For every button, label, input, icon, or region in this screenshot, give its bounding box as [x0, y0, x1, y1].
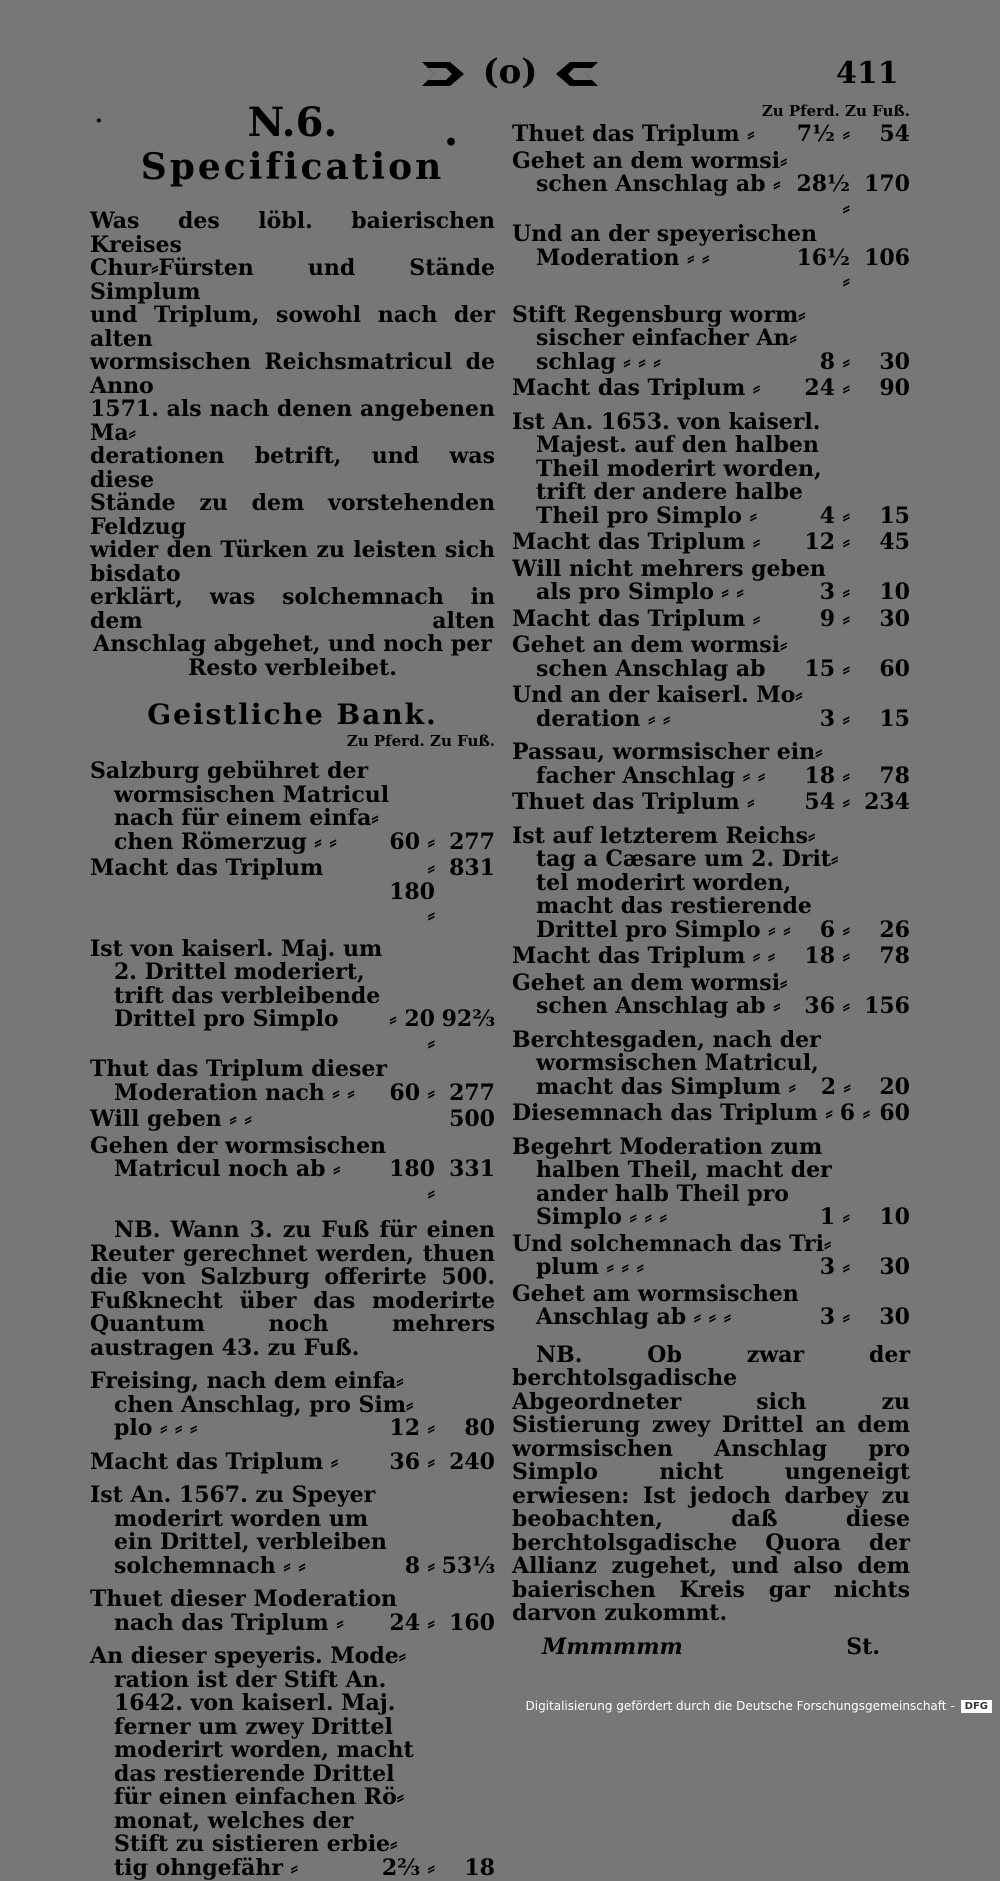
horse-value: 24 ⸗ [804, 375, 850, 401]
entry-text: Ist von kaiserl. Maj. um [90, 935, 383, 962]
foot-value: 90 [879, 375, 910, 401]
horse-value: 36 ⸗ [389, 1448, 435, 1475]
foot-value: 53⅓ [441, 1552, 495, 1579]
entry-text: wormsischen Matricul, [536, 1050, 819, 1076]
entry-line [90, 1552, 495, 1579]
horse-value: ⸗ 180 ⸗ [389, 855, 435, 928]
entry-text: Thuet das Triplum ⸗ [512, 789, 755, 815]
entry-text: als pro Simplo ⸗ ⸗ [536, 579, 744, 605]
entry-line [90, 961, 495, 985]
intro-line: Chur⸗Fürsten und Stände Simplum [90, 255, 495, 305]
entry-line [90, 1666, 495, 1693]
foot-value: 10 [879, 1204, 910, 1230]
entry-text: Matricul noch ab ⸗ [114, 1156, 341, 1182]
entry [512, 123, 910, 147]
entry [512, 408, 910, 529]
intro-line: 1571. als nach denen angebenen Ma⸗ [90, 396, 495, 446]
entry-line [512, 1102, 910, 1126]
entry [512, 301, 910, 375]
entry-text: monat, welches der [114, 1807, 354, 1834]
entry-text: plum ⸗ ⸗ ⸗ [536, 1254, 644, 1280]
foot-value: 30 [879, 1254, 910, 1280]
entry-line [512, 434, 910, 458]
right-column [512, 102, 910, 1659]
entry-text: Macht das Triplum ⸗ [512, 605, 761, 632]
entry-line [90, 1505, 495, 1532]
page-number: 411 [836, 56, 899, 91]
entry-text: ander halb Theil pro [536, 1180, 789, 1207]
entry-line [90, 1008, 495, 1055]
entry-line [90, 1692, 495, 1716]
section-heading: Geistliche Bank. [147, 698, 438, 731]
entry-line [512, 555, 910, 582]
entry-text: trift das verbleibende [114, 982, 381, 1009]
entry-line [90, 828, 495, 855]
horse-value: 24 ⸗ [389, 1609, 435, 1636]
horse-value: 3 ⸗ [819, 579, 850, 605]
entry-text: Stift Regensburg worm⸗ [512, 301, 806, 328]
foot-value: 45 [879, 529, 910, 555]
entry-text: nach das Triplum ⸗ [114, 1609, 344, 1636]
margin-mark: • [444, 130, 459, 156]
entry-text: Will geben ⸗ ⸗ [90, 1106, 252, 1132]
entry-text: deration ⸗ ⸗ [536, 705, 671, 732]
entry-line [512, 848, 910, 872]
margin-dot: · [95, 108, 103, 134]
entry [90, 1448, 495, 1475]
horse-value: 3 ⸗ [819, 1254, 850, 1280]
entry-line [90, 1786, 495, 1810]
entry [512, 1133, 910, 1230]
horse-value: 8 ⸗ [404, 1552, 435, 1579]
left-entries [90, 760, 495, 1205]
entry-line [512, 1026, 910, 1053]
foot-value: 80 [464, 1415, 495, 1441]
foot-value: 15 [879, 502, 910, 529]
foot-value: 106 [864, 244, 910, 271]
entry-text: ein Drittel, verbleiben [114, 1529, 387, 1555]
entry-line [512, 741, 910, 765]
entry-line [90, 1417, 495, 1441]
entry-text: tig ohngefähr ⸗ [114, 1854, 298, 1881]
entry-text: Thuet das Triplum ⸗ [512, 121, 755, 147]
entry-text: Ist An. 1653. von kaiserl. [512, 408, 821, 435]
entry-text: macht das Simplum ⸗ [536, 1073, 796, 1100]
entry-text: schen Anschlag ab ⸗ [536, 993, 781, 1019]
horse-value: 7½ ⸗ [796, 121, 850, 147]
foot-value: 500 [449, 1106, 495, 1132]
entry-line [90, 1588, 495, 1612]
entry-text: Begehrt Moderation zum [512, 1133, 823, 1160]
entry [90, 935, 495, 1056]
entry-text: Thuet dieser Moderation [90, 1586, 397, 1612]
entry-text: Anschlag ab ⸗ ⸗ ⸗ [536, 1304, 732, 1330]
foot-value: 30 [879, 348, 910, 375]
entry-line [512, 916, 910, 943]
entry-line [512, 377, 910, 401]
entry-line [512, 244, 910, 294]
entry-text: 2. Drittel moderiert, [114, 959, 365, 985]
entry-line [512, 301, 910, 328]
foot-value: 60 [879, 655, 910, 682]
entry [512, 1230, 910, 1280]
entry-text: Diesemnach das Triplum ⸗ [512, 1100, 833, 1126]
foot-value: 60 [879, 1100, 910, 1126]
entry [90, 857, 495, 928]
entry-line [512, 969, 910, 996]
foot-value: 234 [864, 789, 910, 815]
entry-line [90, 1448, 495, 1475]
entry-line [90, 1391, 495, 1418]
entry [512, 531, 910, 555]
entry-text: plo ⸗ ⸗ ⸗ [114, 1415, 198, 1441]
entry-text: sischer einfacher An⸗ [536, 325, 797, 351]
entry-line [512, 655, 910, 682]
entry-text: chen Anschlag, pro Sim⸗ [114, 1391, 414, 1418]
entry-text: tag a Cæsare um 2. Drit⸗ [536, 846, 839, 872]
entry [90, 760, 495, 854]
entry-line [512, 1230, 910, 1257]
entry-text: Macht das Triplum ⸗ ⸗ [512, 943, 776, 969]
entry-text: tel moderirt worden, [536, 869, 792, 896]
left-column [90, 100, 495, 1880]
entry [512, 605, 910, 632]
entry-text: Moderation ⸗ ⸗ [536, 244, 710, 271]
horse-value: 18 ⸗ [804, 943, 850, 969]
entry-text: Macht das Triplum ⸗ [512, 529, 761, 555]
entry-text: ferner um zwey Drittel [114, 1713, 393, 1740]
entry-text: Ist An. 1567. zu Speyer [90, 1482, 376, 1508]
entry-text: Will nicht mehrers geben [512, 555, 826, 582]
entry [90, 1645, 495, 1880]
foot-value: 18 [464, 1854, 495, 1881]
horse-value: 4 ⸗ [819, 502, 850, 529]
entry-line [512, 1280, 910, 1307]
horse-value: 3 ⸗ [819, 1304, 850, 1330]
horse-value: 6 ⸗ [839, 1100, 871, 1126]
entry-text: Gehen der wormsischen [90, 1132, 387, 1159]
horse-value: 28½ ⸗ [796, 171, 850, 221]
foot-value: 156 [864, 993, 910, 1019]
entry-line [512, 945, 910, 969]
foot-value: 331 [449, 1156, 495, 1182]
foot-value: 78 [879, 943, 910, 969]
entry-line [90, 935, 495, 962]
entry-line [512, 895, 910, 919]
entry [512, 1280, 910, 1330]
foot-value: 78 [879, 762, 910, 789]
entry-line [512, 684, 910, 708]
horse-value: 8 ⸗ [819, 348, 850, 375]
horse-value: 12 ⸗ [389, 1415, 435, 1441]
entry-line [90, 857, 495, 928]
entry-line [90, 1531, 495, 1555]
entry-line [90, 1108, 495, 1132]
entry-text: das restierende Drittel [114, 1760, 395, 1787]
entry-line [512, 408, 910, 435]
entry-text: Und solchemnach das Tri⸗ [512, 1230, 832, 1257]
entry-text: schen Anschlag ab [536, 655, 766, 682]
foot-value: 30 [879, 1304, 910, 1330]
entry-line [512, 1052, 910, 1076]
entry [90, 1484, 495, 1578]
entry-line [512, 1306, 910, 1330]
entry-line [512, 173, 910, 220]
horse-value: 60 ⸗ [389, 1079, 435, 1106]
foot-value: 240 [449, 1448, 495, 1475]
entry-text: solchemnach ⸗ ⸗ [114, 1552, 306, 1579]
entry-line [512, 634, 910, 658]
entry-text: 1642. von kaiserl. Maj. [114, 1690, 396, 1716]
entry-line [512, 1133, 910, 1160]
entry-line [90, 1713, 495, 1740]
entry [512, 791, 910, 815]
entry-text: Theil moderirt worden, [536, 455, 822, 482]
horse-value: 180 ⸗ [389, 1156, 435, 1206]
horse-value: 1 ⸗ [819, 1204, 850, 1230]
entry-text: halben Theil, macht der [536, 1157, 832, 1183]
entry-text: Moderation nach ⸗ ⸗ [114, 1079, 355, 1106]
horse-value: 6 ⸗ [819, 916, 850, 943]
entry-line [512, 223, 910, 247]
entry-line [512, 502, 910, 529]
left-entries-2 [90, 1370, 495, 1880]
entry-line [512, 481, 910, 505]
document-title: Specification [140, 146, 445, 188]
horse-value: 2 ⸗ [820, 1073, 852, 1100]
entry-line [90, 1833, 495, 1857]
footer-text: Digitalisierung gefördert durch die Deutsche Forschungsgemeinschaft - [525, 1699, 955, 1713]
horse-value: 54 ⸗ [804, 789, 850, 815]
intro-line: wider den Türken zu leisten sich bisdato [90, 537, 495, 587]
entry-text: Theil pro Simplo ⸗ [536, 502, 757, 529]
entry-line [512, 605, 910, 632]
entry-line [90, 982, 495, 1009]
entry-line [90, 1760, 495, 1787]
entry-line [512, 1206, 910, 1230]
document-number: N.6. [247, 99, 338, 146]
entry-text: Ist auf letzterem Reichs⸗ [512, 822, 816, 849]
foot-value: 15 [879, 705, 910, 732]
nb-note-left: NB. Wann 3. zu Fuß für einen Reuter gerechnet werden, thuen die von Salzburg offerirte 500. Fußknecht über das moderirte Quantum noch mehrers austragen 43. zu Fuß. [90, 1217, 495, 1361]
intro-line: Resto verbleibet. [188, 654, 397, 681]
horse-value: ⸗ 20 ⸗ [389, 1006, 435, 1056]
entry-text: für einen einfachen Rö⸗ [114, 1784, 405, 1810]
entry-text: Simplo ⸗ ⸗ ⸗ [536, 1204, 667, 1230]
foot-value: 54 [879, 121, 910, 147]
entry [512, 945, 910, 969]
horse-value: 3 ⸗ [819, 705, 850, 732]
entry [90, 1058, 495, 1105]
entry-text: moderirt worden um [114, 1505, 369, 1532]
column-heading: Zu Pferd. Zu Fuß. [346, 732, 495, 750]
intro-line: Stände zu dem vorstehenden Feldzug [90, 490, 495, 540]
entry-line [512, 705, 910, 732]
entry-text: ration ist der Stift An. [114, 1666, 387, 1693]
entry-text: Macht das Triplum ⸗ [90, 1448, 339, 1475]
entry-text: Majest. auf den halben [536, 432, 819, 458]
horse-value: 12 ⸗ [804, 529, 850, 555]
entry [512, 741, 910, 788]
horse-value: 2⅔ ⸗ [381, 1854, 435, 1881]
entry-text: Passau, wormsischer ein⸗ [512, 739, 823, 765]
entry [512, 147, 910, 221]
entry-text: chen Römerzug ⸗ ⸗ [114, 828, 337, 855]
entry-line [90, 1484, 495, 1508]
entry [512, 684, 910, 731]
signature-line [512, 1633, 910, 1660]
intro-line: derationen betrift, und was diese [90, 443, 495, 493]
entry-text: wormsischen Matricul [114, 781, 390, 808]
horse-value: 16½ ⸗ [796, 244, 850, 294]
dfg-logo: DFG [961, 1700, 992, 1713]
entry-line [90, 1158, 495, 1205]
right-entries [512, 123, 910, 1330]
entry-text: schlag ⸗ ⸗ ⸗ [536, 348, 661, 375]
entry [512, 822, 910, 943]
column-heading: Zu Pferd. Zu Fuß. [761, 102, 910, 120]
intro-line: Anschlag abgehet, und noch per [93, 631, 492, 657]
entry-line [512, 1180, 910, 1207]
entry [90, 1132, 495, 1206]
entry-text: nach für einem einfa⸗ [114, 805, 379, 831]
entry-line [90, 1739, 495, 1763]
entry [512, 555, 910, 605]
entry-line [90, 807, 495, 831]
horse-value: 60 ⸗ [389, 828, 435, 855]
entry-line [512, 1256, 910, 1280]
header-ornament [420, 52, 600, 96]
entry-line [90, 1079, 495, 1106]
ornament-right-icon [554, 58, 600, 90]
entry-line [90, 1370, 495, 1394]
intro-line: und Triplum, sowohl nach der alten [90, 302, 495, 352]
entry-line [512, 327, 910, 351]
entry [512, 377, 910, 401]
entry-text: Berchtesgaden, nach der [512, 1026, 821, 1053]
nb-note-right: NB. Ob zwar der berchtolsgadische Abgeordneter sich zu Sistierung zwey Drittel an dem wormsischen Anschlag pro Simplo nicht ungeneigt erwiesen: Ist jedoch darbey zu beobachten, daß diese berchtolsgadische Quora der Allianz zugehet, und also dem baierischen Kreis gar nichts darvon zukommt. [512, 1341, 910, 1626]
entry-text: Gehet an dem wormsi⸗ [512, 147, 788, 174]
entry [90, 1588, 495, 1635]
entry-text: schen Anschlag ab ⸗ [536, 171, 781, 197]
entry [90, 1108, 495, 1132]
entry-line [90, 1132, 495, 1159]
foot-value: 26 [879, 916, 910, 943]
entry-line [90, 1609, 495, 1636]
entry-text: Gehet an dem wormsi⸗ [512, 632, 788, 658]
entry-line [512, 348, 910, 375]
entry-text: Drittel pro Simplo [114, 1006, 339, 1032]
entry [90, 1370, 495, 1441]
foot-value: 277 [449, 828, 495, 855]
entry-text: An dieser speyeris. Mode⸗ [90, 1643, 407, 1669]
horse-value: 9 ⸗ [819, 605, 850, 632]
entry-line [512, 1159, 910, 1183]
entry-line [512, 455, 910, 482]
signature-left: Mmmmmm [542, 1633, 683, 1660]
entry-text: Und an der speyerischen [512, 221, 818, 247]
entry-text: Macht das Triplum [90, 855, 324, 881]
entry [512, 223, 910, 294]
foot-value: 30 [879, 605, 910, 632]
horse-value: 15 ⸗ [804, 655, 850, 682]
foot-value: 831 [449, 855, 495, 881]
entry-text: Stift zu sistieren erbie⸗ [114, 1831, 398, 1857]
foot-value: 170 [864, 171, 910, 197]
entry-line [512, 531, 910, 555]
signature-right: St. [846, 1633, 880, 1660]
foot-value: 92⅔ [441, 1006, 495, 1032]
footer-credit [526, 1699, 993, 1713]
entry-line [90, 781, 495, 808]
entry-text: Macht das Triplum ⸗ [512, 375, 761, 401]
entry-line [512, 995, 910, 1019]
foot-value: 20 [879, 1073, 910, 1100]
entry-line [90, 1645, 495, 1669]
entry-text: Drittel pro Simplo ⸗ ⸗ [536, 916, 791, 943]
intro-paragraph [90, 210, 495, 680]
entry-text: Gehet am wormsischen [512, 1280, 799, 1307]
entry-text: trift der andere halbe [536, 479, 803, 505]
foot-value: 10 [879, 579, 910, 605]
entry-text: macht das restierende [536, 893, 812, 919]
intro-line: erklärt, was solchemnach in dem alten [90, 584, 495, 634]
entry-line [512, 1073, 910, 1100]
entry-text: Gehet an dem wormsi⸗ [512, 969, 788, 996]
entry-text: moderirt worden, macht [114, 1737, 414, 1763]
entry-text: facher Anschlag ⸗ ⸗ [536, 762, 766, 789]
ornament-left-icon [420, 58, 466, 90]
entry-line [512, 581, 910, 605]
entry-line [512, 822, 910, 849]
entry [512, 969, 910, 1019]
entry [512, 1026, 910, 1100]
intro-line: wormsischen Reichsmatricul de Anno [90, 349, 495, 399]
horse-value: 36 ⸗ [804, 993, 850, 1019]
entry-line [512, 123, 910, 147]
entry-line [512, 762, 910, 789]
entry [512, 1102, 910, 1126]
entry [512, 634, 910, 681]
entry-line [512, 869, 910, 896]
entry-line [512, 791, 910, 815]
entry-line [90, 1058, 495, 1082]
horse-value: 18 ⸗ [804, 762, 850, 789]
entry-text: Thut das Triplum dieser [90, 1056, 387, 1082]
foot-value: 160 [449, 1609, 495, 1636]
intro-line: Was des löbl. baierischen Kreises [90, 208, 495, 258]
entry-text: Salzburg gebühret der [90, 758, 369, 784]
entry-line [90, 1807, 495, 1834]
entry-line [512, 147, 910, 174]
header-ornament-text: (o) [482, 52, 538, 92]
entry-text: Freising, nach dem einfa⸗ [90, 1368, 404, 1394]
foot-value: 277 [449, 1079, 495, 1106]
entry-line [90, 760, 495, 784]
entry-line [90, 1854, 495, 1881]
entry-text: Und an der kaiserl. Mo⸗ [512, 682, 803, 708]
